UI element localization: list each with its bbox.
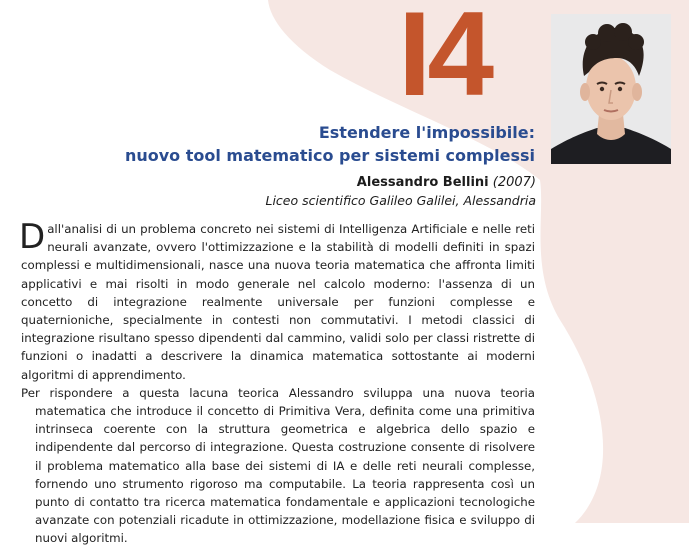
article-title <box>125 121 535 167</box>
author-name: Alessandro Bellini <box>356 175 489 190</box>
paragraph-1-text: all'analisi di un problema concreto nei sistemi di Intelligenza Artificiale e nelle reti neurali avanzate, ovvero l'ottimizzazione e la stabilità di modelli definiti in spazi complessi e multidimensionali, nasce una nuova teoria matematica che affronta limiti applicativi e mai risolti in modo generale nel calcolo moderno: l'assenza di un concetto di integrazione realmente universale per funzioni complesse e quaternioniche, specialmente in contesti non commutativi. I metodi classici di integrazione risultano spesso dipendenti dal cammino, validi solo per classi ristrette di funzioni o inadatti a descrivere la dinamica matematica sottostante ai moderni algoritmi di apprendimento. <box>21 222 535 382</box>
author-photo <box>551 14 671 164</box>
article-number: I4 <box>398 0 491 121</box>
drop-cap: D <box>19 217 46 257</box>
paragraph-2: Per rispondere a questa lacuna teorica Alessandro sviluppa una nuova teoria matematica che introduce il concetto di Primitiva Vera, definita come una primitiva intrinseca coerente con la struttura geometrica e algebrica dello spazio e indipendente dal percorso di integrazione. Questa costruzione consente di risolvere il problema matematico alla base dei sistemi di IA e delle reti neurali complesse, fornendo uno strumento rigoroso ma computabile. La teoria rappresenta così un punto di contatto tra ricerca matematica fondamentale e applicazioni tecnologiche avanzate con potenziali ricadute in ottimizzazione, modellazione fisica e sviluppo di nuovi algoritmi. <box>21 385 535 546</box>
paragraph-1 <box>19 217 535 384</box>
title-line-2: nuovo tool matematico per sistemi complessi <box>124 146 535 165</box>
article-body <box>19 217 535 548</box>
portrait-image <box>551 14 671 164</box>
author-year: (2007) <box>492 175 536 190</box>
author-school: Liceo scientifico Galileo Galilei, Alessandria <box>265 193 536 208</box>
title-line-1: Estendere l'impossibile: <box>318 123 535 142</box>
author-line <box>357 174 536 191</box>
